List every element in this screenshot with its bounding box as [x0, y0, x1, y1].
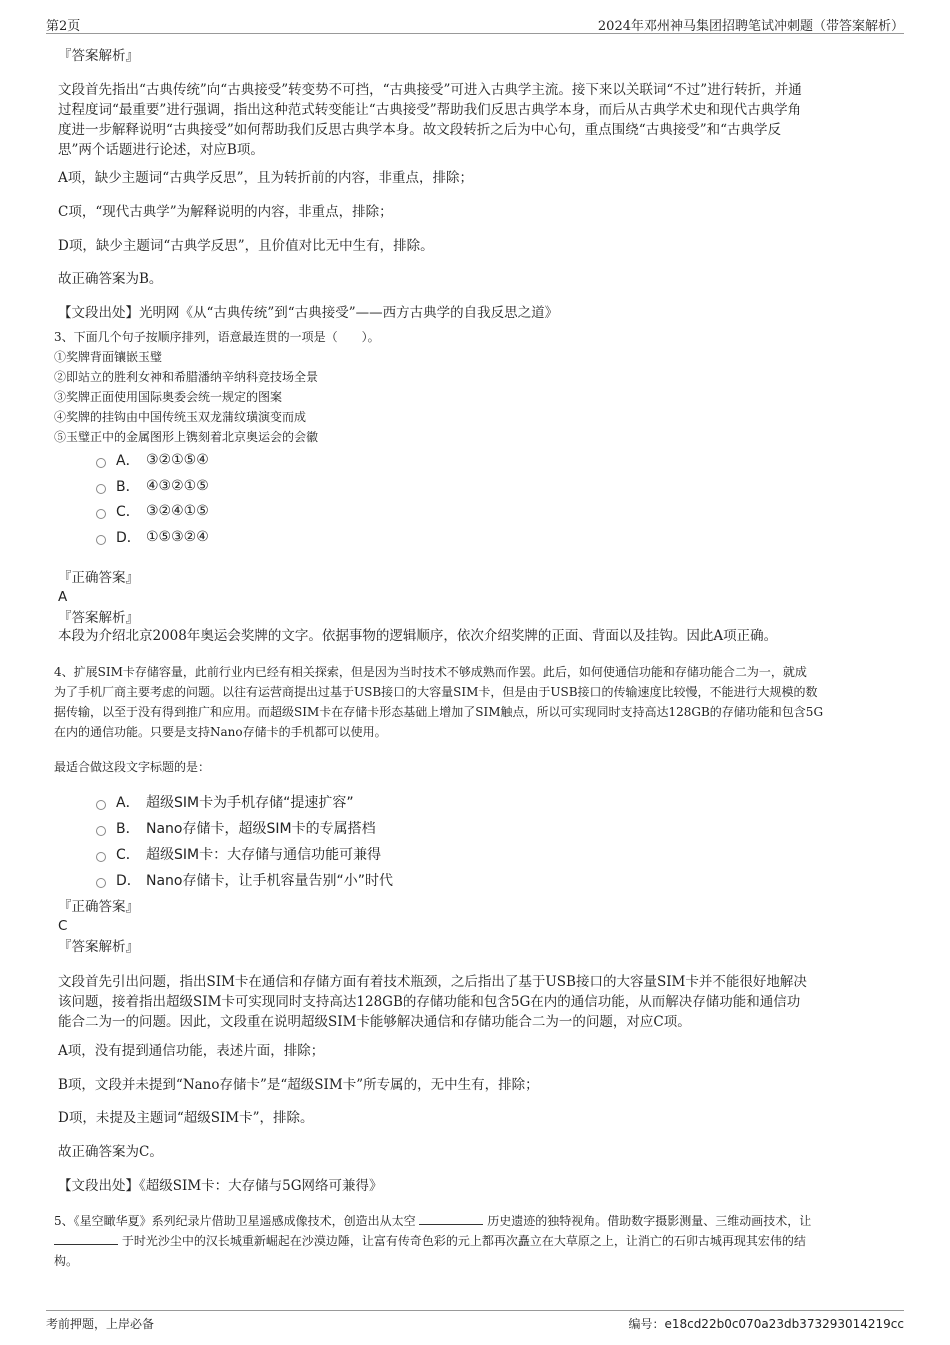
page-number: 第2页: [46, 19, 81, 34]
q2-source: 【文段出处】光明网《从“古典传统”到“古典接受”——西方古典学的自我反思之道》: [58, 305, 559, 321]
option-letter: D．: [116, 530, 141, 546]
q3-stem: 3、下面几个句子按顺序排列，语意最连贯的一项是（ ）。: [54, 330, 380, 344]
q2-analysis-line: 思”两个话题进行论述，对应B项。: [58, 142, 264, 158]
q4-stem-line: 据传输，以至于没有得到推广和应用。而超级SIM卡在存储卡形态基础上增加了SIM触点，所以可实现同时支持高达128GB的存储功能和包含5G: [54, 705, 824, 719]
q4-item-d: D项，未提及主题词“超级SIM卡”，排除。: [58, 1110, 314, 1126]
q5-stem: [54, 1211, 904, 1271]
option-letter: C．: [116, 504, 140, 520]
q5-stem-part: 构。: [54, 1254, 79, 1268]
q3-answer-label: 『正确答案』: [58, 570, 139, 586]
q4-analysis-line: 该问题，接着指出超级SIM卡可实现同时支持高达128GB的存储功能和包含5G在内的通信功能，从而解决存储功能和通信功: [58, 994, 801, 1010]
q4-option-a[interactable]: [96, 792, 354, 812]
q4-source: 【文段出处】《超级SIM卡：大存储与5G网络可兼得》: [58, 1178, 383, 1194]
option-text: ③②①⑤④: [146, 452, 209, 468]
option-text: ③②④①⑤: [146, 503, 209, 519]
option-text: ④③②①⑤: [146, 478, 209, 494]
q3-sentence: ②即站立的胜利女神和希腊潘纳辛纳科竞技场全景: [54, 370, 319, 384]
radio-icon[interactable]: [96, 826, 106, 836]
q3-analysis-label: 『答案解析』: [58, 610, 139, 626]
q4-stem-line: 4、扩展SIM卡存储容量，此前行业内已经有相关探索，但是因为当时技术不够成熟而作罢。此后，如何使通信功能和存储功能合二为一，就成: [54, 665, 807, 679]
q4-analysis-line: 文段首先引出问题，指出SIM卡在通信和存储方面有着技术瓶颈，之后指出了基于USB接口的大容量SIM卡并不能很好地解决: [58, 974, 807, 990]
option-text: 超级SIM卡为手机存储“提速扩容”: [146, 795, 354, 811]
q4-option-d[interactable]: [96, 870, 393, 890]
page-footer: [46, 1310, 904, 1334]
q2-item-c: C项，“现代古典学”为解释说明的内容，非重点，排除；: [58, 204, 393, 220]
q4-stem-line: 为了手机厂商主要考虑的问题。以往有运营商提出过基于USB接口的大容量SIM卡，但是由于USB接口的传输速度比较慢，不能进行大规模的数: [54, 685, 818, 699]
option-text: 超级SIM卡：大存储与通信功能可兼得: [146, 847, 382, 863]
document-code: 编号：e18cd22b0c070a23db373293014219cc: [628, 1317, 904, 1331]
q3-sentence: ③奖牌正面使用国际奥委会统一规定的图案: [54, 390, 283, 404]
fill-blank[interactable]: [54, 1233, 118, 1245]
option-letter: A．: [116, 795, 140, 811]
q2-analysis-line: 过程度词“最重要”进行强调，指出这种范式转变能让“古典接受”帮助我们反思古典学本身，而后从古典学术史和现代古典学角: [58, 102, 802, 118]
q5-stem-part: 于时光沙尘中的汉长城重新崛起在沙漠边陲，让富有传奇色彩的元上都再次矗立在大草原之上，让消亡的石卯古城再现其宏伟的结: [121, 1234, 806, 1248]
q2-analysis-line: 度进一步解释说明“古典接受”如何帮助我们反思古典学本身。故文段转折之后为中心句，重点围绕“古典接受”和“古典学反: [58, 122, 782, 138]
option-text: Nano存储卡，超级SIM卡的专属搭档: [146, 821, 376, 837]
q3-option-d[interactable]: [96, 527, 209, 547]
fill-blank[interactable]: [419, 1213, 483, 1225]
q5-stem-part: 5、《星空瞰华夏》系列纪录片借助卫星遥感成像技术，创造出从太空: [54, 1214, 416, 1228]
radio-icon[interactable]: [96, 535, 106, 545]
radio-icon[interactable]: [96, 484, 106, 494]
option-letter: B．: [116, 479, 140, 495]
q2-analysis-line: 文段首先指出“古典传统”向“古典接受”转变势不可挡，“古典接受”可进入古典学主流。接下来以关联词“不过”进行转折，并通: [58, 82, 802, 98]
radio-icon[interactable]: [96, 852, 106, 862]
q3-answer: A: [58, 589, 68, 605]
q4-option-c[interactable]: [96, 844, 381, 864]
q4-question: 最适合做这段文字标题的是：: [54, 760, 211, 774]
q2-analysis-label: 『答案解析』: [58, 48, 139, 64]
q2-item-a: A项，缺少主题词“古典学反思”，且为转折前的内容，非重点，排除；: [58, 170, 474, 186]
radio-icon[interactable]: [96, 800, 106, 810]
q4-option-b[interactable]: [96, 818, 376, 838]
document-title: 2024年邓州神马集团招聘笔试冲刺题（带答案解析）: [597, 19, 904, 34]
q4-item-a: A项，没有提到通信功能，表述片面，排除；: [58, 1043, 325, 1059]
q4-analysis-line: 能合二为一的问题。因此，文段重在说明超级SIM卡能够解决通信和存储功能合二为一的问题，对应C项。: [58, 1014, 691, 1030]
footer-slogan: 考前押题，上岸必备: [46, 1317, 155, 1331]
q2-item-d: D项，缺少主题词“古典学反思”，且价值对比无中生有，排除。: [58, 238, 434, 254]
q2-analysis: [58, 80, 898, 160]
q4-analysis: [58, 972, 898, 1032]
option-letter: A．: [116, 453, 140, 469]
q4-answer-label: 『正确答案』: [58, 899, 139, 915]
radio-icon[interactable]: [96, 509, 106, 519]
q5-stem-part: 历史遗迹的独特视角。借助数字摄影测量、三维动画技术，让: [487, 1214, 812, 1228]
q2-conclusion: 故正确答案为B。: [58, 271, 163, 287]
q3-option-c[interactable]: [96, 501, 209, 521]
q4-analysis-label: 『答案解析』: [58, 939, 139, 955]
q4-item-b: B项，文段并未提到“Nano存储卡”是“超级SIM卡”所专属的，无中生有，排除；: [58, 1077, 539, 1093]
q4-stem-line: 在内的通信功能。只要是支持Nano存储卡的手机都可以使用。: [54, 725, 387, 739]
q3-option-b[interactable]: [96, 476, 209, 496]
q4-answer: C: [58, 918, 68, 934]
q4-stem: [54, 662, 904, 742]
option-text: ①⑤③②④: [146, 529, 209, 545]
radio-icon[interactable]: [96, 878, 106, 888]
q3-option-a[interactable]: [96, 450, 209, 470]
q3-analysis: 本段为介绍北京2008年奥运会奖牌的文字。依据事物的逻辑顺序，依次介绍奖牌的正面、背面以及挂钩。因此A项正确。: [58, 628, 778, 644]
q3-sentence: ①奖牌背面镶嵌玉璧: [54, 350, 163, 364]
page-header: [46, 14, 904, 34]
q3-sentence: ⑤玉璧正中的金属图形上镌刻着北京奥运会的会徽: [54, 430, 319, 444]
option-letter: D．: [116, 873, 141, 889]
radio-icon[interactable]: [96, 458, 106, 468]
q3-sentence: ④奖牌的挂钩由中国传统玉双龙蒲纹璜演变而成: [54, 410, 307, 424]
option-letter: C．: [116, 847, 140, 863]
option-text: Nano存储卡，让手机容量告别“小”时代: [146, 873, 393, 889]
q4-conclusion: 故正确答案为C。: [58, 1144, 163, 1160]
option-letter: B．: [116, 821, 140, 837]
